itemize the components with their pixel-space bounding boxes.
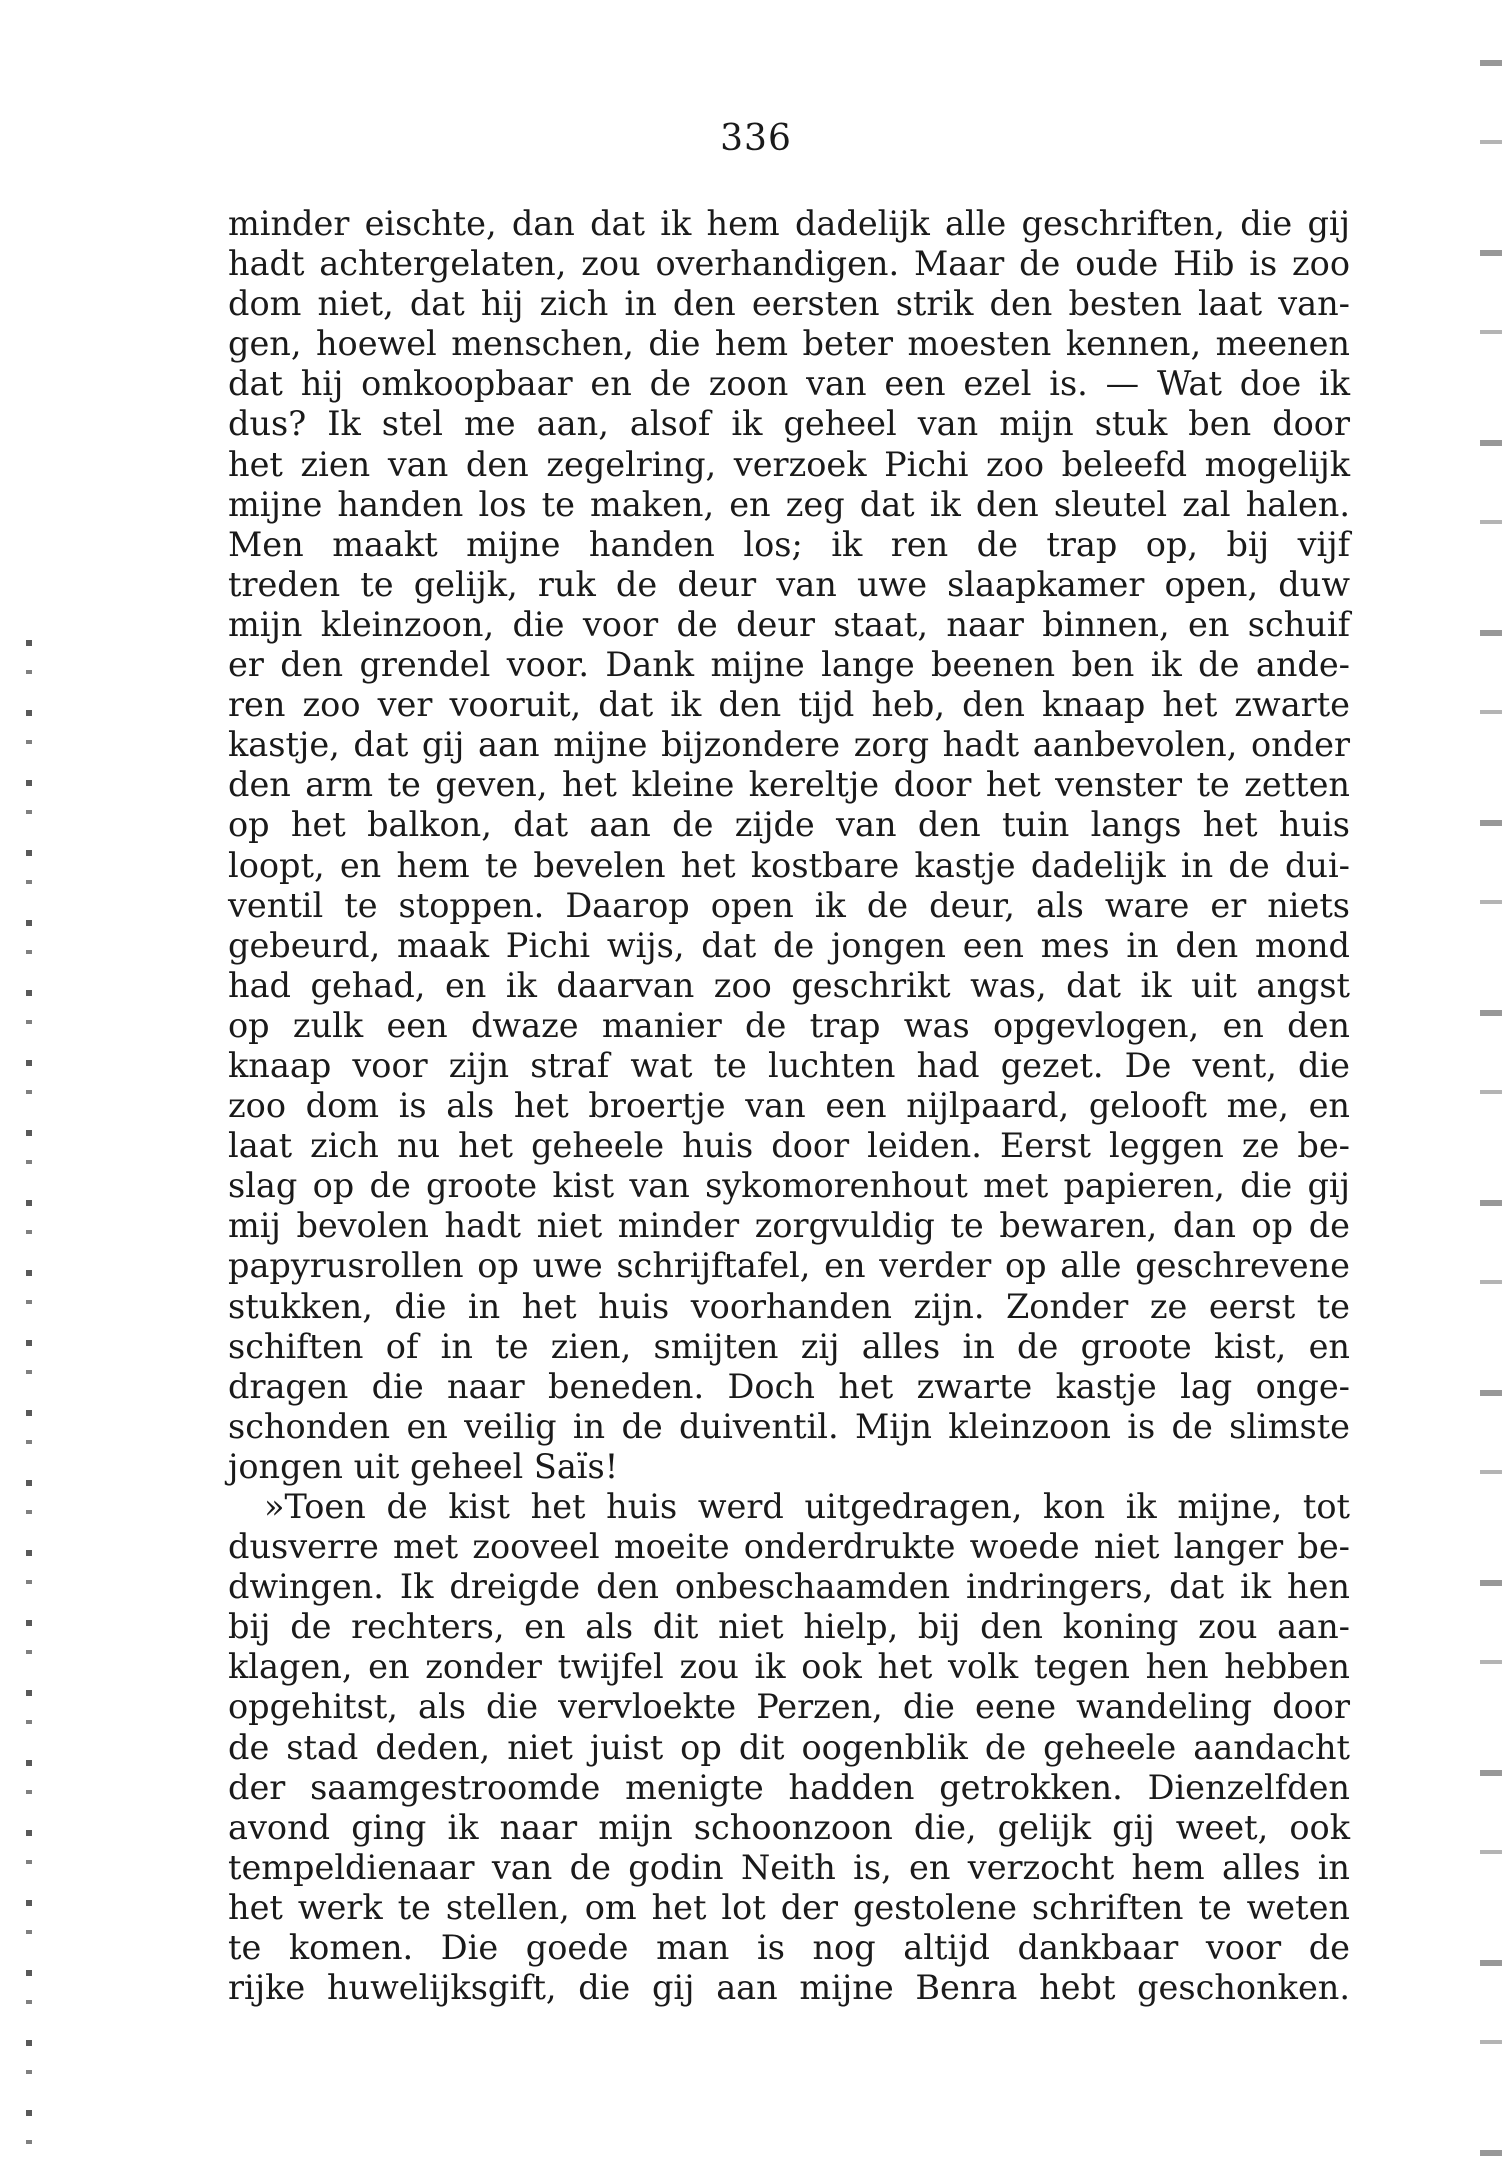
text-line: had gehad, en ik daarvan zoo geschrikt was, dat ik uit angst xyxy=(228,965,1350,1005)
text-line: hadt achtergelaten, zou overhandigen. Maar de oude Hib is zoo xyxy=(228,244,1350,284)
text-line: minder eischte, dan dat ik hem dadelijk alle geschriften, die gij xyxy=(228,204,1350,243)
scan-edge-left xyxy=(26,640,32,2160)
text-line: treden te gelijk, ruk de deur van uwe slaapkamer open, duw xyxy=(228,564,1350,604)
text-line: het werk te stellen, om het lot der gestolene schriften te weten xyxy=(228,1887,1350,1927)
page-number: 336 xyxy=(720,118,792,159)
text-line: der saamgestroomde menigte hadden getrokken. Dienzelfden xyxy=(228,1767,1350,1807)
body-text xyxy=(228,204,1350,2008)
text-line: het zien van den zegelring, verzoek Pichi zoo beleefd mogelijk xyxy=(228,444,1350,484)
text-line: te komen. Die goede man is nog altijd dankbaar voor de xyxy=(228,1928,1350,1968)
text-line: op zulk een dwaze manier de trap was opgevlogen, en den xyxy=(228,1005,1350,1045)
text-line: ventil te stoppen. Daarop open ik de deur, als ware er niets xyxy=(228,885,1350,925)
text-line: laat zich nu het geheele huis door leiden. Eerst leggen ze be- xyxy=(228,1126,1350,1166)
text-line: knaap voor zijn straf wat te luchten had gezet. De vent, die xyxy=(228,1045,1350,1085)
text-line: dom niet, dat hij zich in den eersten strik den besten laat van- xyxy=(228,284,1350,324)
text-line: avond ging ik naar mijn schoonzoon die, gelijk gij weet, ook xyxy=(228,1807,1350,1847)
text-line: opgehitst, als die vervloekte Perzen, die eene wandeling door xyxy=(228,1687,1350,1727)
text-line: dragen die naar beneden. Doch het zwarte kastje lag onge- xyxy=(228,1366,1350,1406)
text-line: papyrusrollen op uwe schrijftafel, en verder op alle geschrevene xyxy=(228,1246,1350,1286)
text-line: ren zoo ver vooruit, dat ik den tijd heb, den knaap het zwarte xyxy=(228,685,1350,725)
text-line: rijke huwelijksgift, die gij aan mijne Benra hebt geschonken. xyxy=(228,1968,1350,2008)
text-line: tempeldienaar van de godin Neith is, en verzocht hem alles in xyxy=(228,1847,1350,1887)
text-line: mijne handen los te maken, en zeg dat ik den sleutel zal halen. xyxy=(228,484,1350,524)
text-line: gebeurd, maak Pichi wijs, dat de jongen een mes in den mond xyxy=(228,925,1350,965)
text-line: schiften of in te zien, smijten zij alles in de groote kist, en xyxy=(228,1326,1350,1366)
text-line: klagen, en zonder twijfel zou ik ook het volk tegen hen hebben xyxy=(228,1647,1350,1687)
text-line: schonden en veilig in de duiventil. Mijn kleinzoon is de slimste xyxy=(228,1406,1350,1446)
text-line: dus? Ik stel me aan, alsof ik geheel van mijn stuk ben door xyxy=(228,404,1350,444)
text-line: »Toen de kist het huis werd uitgedragen, kon ik mijne, tot xyxy=(264,1487,1350,1526)
scan-edge-right xyxy=(1480,20,1502,2160)
text-line: dat hij omkoopbaar en de zoon van een ezel is. — Wat doe ik xyxy=(228,364,1350,404)
text-line: mijn kleinzoon, die voor de deur staat, naar binnen, en schuif xyxy=(228,604,1350,644)
text-line: bij de rechters, en als dit niet hielp, bij den koning zou aan- xyxy=(228,1607,1350,1647)
text-line: mij bevolen hadt niet minder zorgvuldig te bewaren, dan op de xyxy=(228,1206,1350,1246)
text-line: de stad deden, niet juist op dit oogenblik de geheele aandacht xyxy=(228,1727,1350,1767)
text-line: loopt, en hem te bevelen het kostbare kastje dadelijk in de dui- xyxy=(228,845,1350,885)
text-line: gen, hoewel menschen, die hem beter moesten kennen, meenen xyxy=(228,324,1350,364)
text-line: zoo dom is als het broertje van een nijlpaard, gelooft me, en xyxy=(228,1086,1350,1126)
text-line: den arm te geven, het kleine kereltje door het venster te zetten xyxy=(228,765,1350,805)
text-line: kastje, dat gij aan mijne bijzondere zorg hadt aanbevolen, onder xyxy=(228,725,1350,765)
text-line: slag op de groote kist van sykomorenhout met papieren, die gij xyxy=(228,1166,1350,1206)
text-line: stukken, die in het huis voorhanden zijn. Zonder ze eerst te xyxy=(228,1286,1350,1326)
text-line: dwingen. Ik dreigde den onbeschaamden indringers, dat ik hen xyxy=(228,1567,1350,1607)
text-line: jongen uit geheel Saïs! xyxy=(228,1446,619,1486)
text-line: op het balkon, dat aan de zijde van den tuin langs het huis xyxy=(228,805,1350,845)
text-line: dusverre met zooveel moeite onderdrukte woede niet langer be- xyxy=(228,1527,1350,1567)
text-line: Men maakt mijne handen los; ik ren de trap op, bij vijf xyxy=(228,524,1350,564)
text-line: er den grendel voor. Dank mijne lange beenen ben ik de ande- xyxy=(228,645,1350,685)
